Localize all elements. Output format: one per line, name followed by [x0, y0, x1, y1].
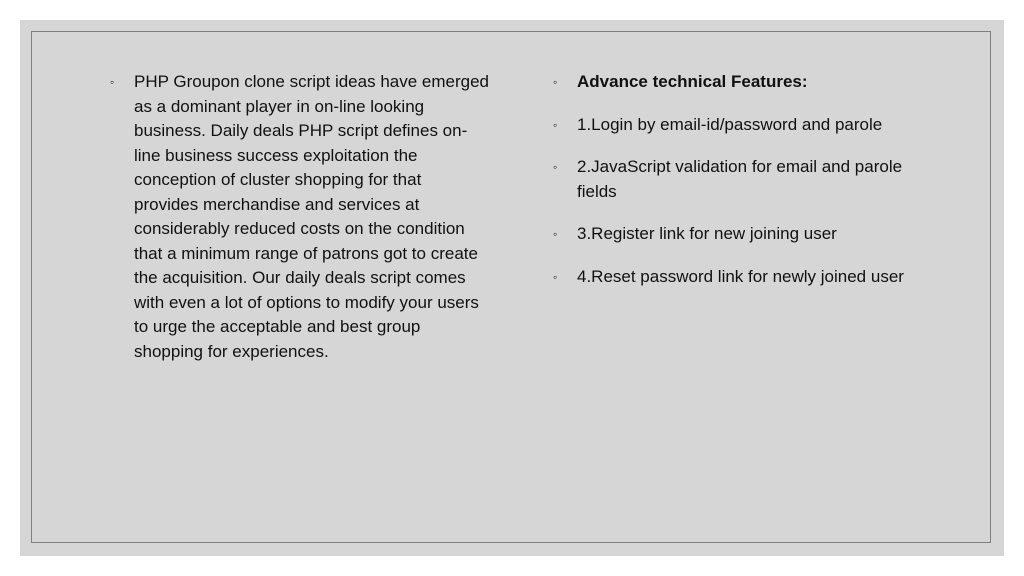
right-bullet-list [553, 70, 928, 307]
left-bullet-list [110, 70, 490, 364]
list-item [110, 70, 490, 364]
bullet-icon: ◦ [553, 269, 558, 284]
features-heading: Advance technical Features: [577, 72, 808, 91]
bullet-icon: ◦ [553, 227, 558, 241]
feature-text: 3.Register link for new joining user [577, 224, 837, 243]
feature-text: 4.Reset password link for newly joined user [577, 266, 904, 286]
list-item [553, 265, 928, 290]
bullet-icon: ◦ [553, 160, 558, 174]
bullet-icon: ◦ [553, 75, 558, 89]
list-item [553, 155, 928, 204]
bullet-icon: ◦ [110, 75, 115, 89]
feature-text: 2.JavaScript validation for email and parole fields [577, 157, 903, 201]
list-item [553, 222, 928, 247]
intro-paragraph: PHP Groupon clone script ideas have emerged as a dominant player in on-line looking business. Daily deals PHP script defines on-line business success exploitation the conception of cluster shopping for that provides merchandise and services at considerably reduced costs on the condition that a minimum range of patrons got to create the acquisition. Our daily deals script comes with even a lot of options to modify your users to urge the acceptable and best group shopping for experiences. [134, 72, 489, 361]
feature-text: 1.Login by email-id/password and parole [577, 114, 883, 134]
list-item [553, 70, 928, 95]
bullet-icon: ◦ [553, 117, 558, 132]
slide [20, 20, 1004, 556]
list-item [553, 113, 928, 138]
